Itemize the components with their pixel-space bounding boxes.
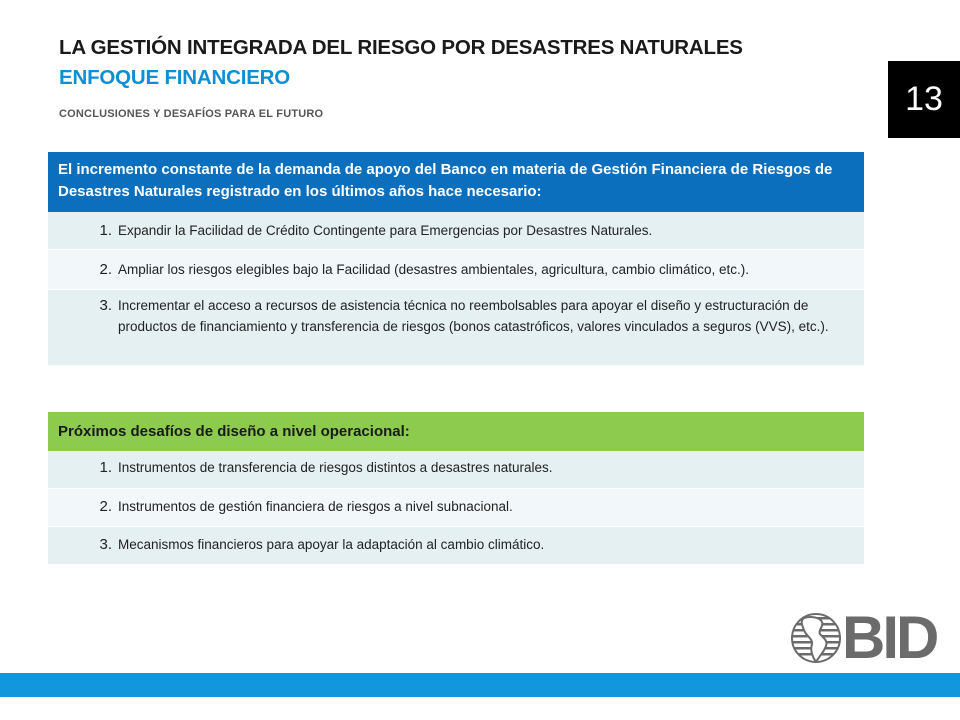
list-item xyxy=(48,290,864,366)
list-item xyxy=(48,527,864,565)
footer-bar xyxy=(0,673,960,697)
item-number: 3. xyxy=(99,536,112,553)
item-text: Instrumentos de gestión financiera de riesgos a nivel subnacional. xyxy=(118,499,513,514)
list-item xyxy=(48,489,864,527)
item-number: 1. xyxy=(99,222,112,239)
list-item xyxy=(48,212,864,250)
list-item xyxy=(48,250,864,290)
item-text: Incrementar el acceso a recursos de asistencia técnica no reembolsables para apoyar el diseño y estructuración de productos de financiamiento y transferencia de riesgos (bonos catastróficos, valores vinculados a seguros (VVS), etc.). xyxy=(118,298,829,334)
page-number-badge: 13 xyxy=(888,61,960,138)
challenges-heading: Próximos desafíos de diseño a nivel operacional: xyxy=(48,412,864,451)
item-number: 2. xyxy=(99,498,112,515)
list-item xyxy=(48,451,864,489)
bid-logo xyxy=(790,604,937,671)
item-number: 2. xyxy=(99,261,112,278)
item-text: Mecanismos financieros para apoyar la adaptación al cambio climático. xyxy=(118,537,545,552)
page-title: LA GESTIÓN INTEGRADA DEL RIESGO POR DESASTRES NATURALES xyxy=(59,36,743,59)
page-subtitle: ENFOQUE FINANCIERO xyxy=(59,66,291,89)
item-number: 1. xyxy=(99,459,112,476)
item-text: Ampliar los riesgos elegibles bajo la Facilidad (desastres ambientales, agricultura, cambio climático, etc.). xyxy=(118,262,750,277)
item-text: Expandir la Facilidad de Crédito Contingente para Emergencias por Desastres Naturales. xyxy=(118,223,653,238)
necessities-box xyxy=(48,152,864,366)
logo-text: BID xyxy=(842,604,937,671)
item-number: 3. xyxy=(99,297,112,314)
necessities-heading: El incremento constante de la demanda de apoyo del Banco en materia de Gestión Financiera de Riesgos de Desastres Naturales registrado en los últimos años hace necesario: xyxy=(48,152,864,212)
item-text: Instrumentos de transferencia de riesgos distintos a desastres naturales. xyxy=(118,460,553,475)
section-label: CONCLUSIONES Y DESAFÍOS PARA EL FUTURO xyxy=(59,108,324,120)
challenges-box xyxy=(48,412,864,565)
